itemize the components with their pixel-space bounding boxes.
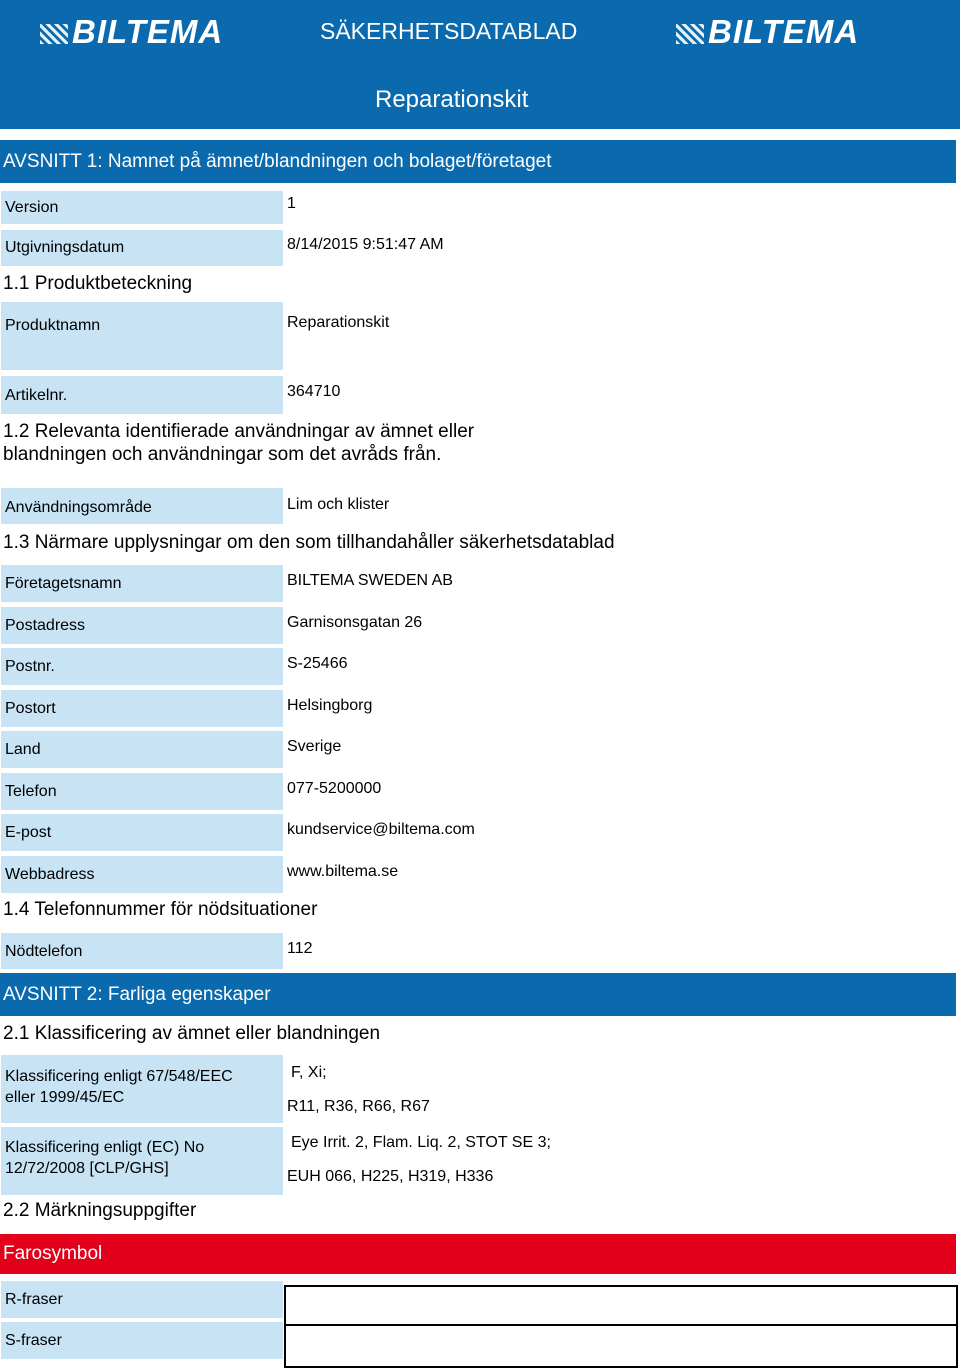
emergency-label: Nödtelefon [1, 933, 283, 969]
subheading-2-1: 2.1 Klassificering av ämnet eller blandningen [3, 1023, 381, 1044]
subheading-1-1: 1.1 Produktbeteckning [3, 273, 193, 294]
s-phrases-label: S-fraser [1, 1322, 283, 1359]
section-1-header: AVSNITT 1: Namnet på ämnet/blandningen och bolaget/företaget [0, 140, 956, 183]
classification-eec-label [1, 1055, 283, 1123]
classification-eec-label-line1: Klassificering enligt 67/548/EEC [5, 1068, 233, 1085]
subheading-1-4: 1.4 Telefonnummer för nödsituationer [3, 899, 318, 920]
classification-eec-value-2: R11, R36, R66, R67 [287, 1098, 430, 1115]
website-value: www.biltema.se [287, 863, 399, 880]
classification-clp-label-line1: Klassificering enligt (EC) No [5, 1139, 205, 1156]
email-value: kundservice@biltema.com [287, 821, 475, 838]
article-value: 364710 [287, 383, 341, 400]
version-label: Version [1, 191, 283, 224]
s-phrases-box [284, 1324, 958, 1368]
postal-code-value: S-25466 [287, 655, 348, 672]
usage-value: Lim och klister [287, 496, 390, 513]
hazard-symbol-header: Farosymbol [0, 1234, 956, 1274]
classification-clp-label-line2: 12/72/2008 [CLP/GHS] [5, 1160, 169, 1177]
logo-left: BILTEMA [40, 14, 223, 50]
version-value: 1 [287, 195, 296, 212]
subheading-1-2 [3, 420, 474, 466]
classification-eec-label-line2: eller 1999/45/EC [5, 1089, 125, 1106]
section-2-header: AVSNITT 2: Farliga egenskaper [0, 973, 956, 1016]
date-label: Utgivningsdatum [1, 230, 283, 266]
document-title: SÄKERHETSDATABLAD [320, 18, 578, 44]
classification-clp-label [1, 1127, 283, 1195]
product-title: Reparationskit [375, 86, 529, 113]
website-label: Webbadress [1, 856, 283, 893]
product-name-value: Reparationskit [287, 314, 390, 331]
company-name-value: BILTEMA SWEDEN AB [287, 572, 453, 589]
classification-clp-value-1: Eye Irrit. 2, Flam. Liq. 2, STOT SE 3; [291, 1134, 551, 1151]
logo-right: BILTEMA [676, 14, 859, 50]
subheading-2-2: 2.2 Märkningsuppgifter [3, 1200, 197, 1221]
r-phrases-box [284, 1285, 958, 1326]
subheading-1-2-line1: 1.2 Relevanta identifierade användningar av ämnet eller [3, 421, 475, 442]
date-value: 8/14/2015 9:51:47 AM [287, 236, 444, 253]
email-label: E-post [1, 814, 283, 851]
phone-value: 077-5200000 [287, 780, 382, 797]
classification-clp-value-2: EUH 066, H225, H319, H336 [287, 1168, 494, 1185]
subheading-1-2-line2: blandningen och användningar som det avråds från. [3, 444, 442, 465]
city-label: Postort [1, 690, 283, 727]
country-value: Sverige [287, 738, 342, 755]
r-phrases-label: R-fraser [1, 1281, 283, 1318]
city-value: Helsingborg [287, 697, 373, 714]
classification-eec-value-1: F, Xi; [291, 1064, 327, 1081]
article-label: Artikelnr. [1, 376, 283, 414]
checker-icon [40, 24, 68, 44]
emergency-value: 112 [287, 940, 313, 957]
postal-code-label: Postnr. [1, 648, 283, 685]
usage-label: Användningsområde [1, 488, 283, 524]
subheading-1-3: 1.3 Närmare upplysningar om den som tillhandahåller säkerhetsdatablad [3, 532, 615, 553]
product-name-label: Produktnamn [1, 302, 283, 370]
postal-address-value: Garnisonsgatan 26 [287, 614, 423, 631]
postal-address-label: Postadress [1, 607, 283, 644]
country-label: Land [1, 731, 283, 768]
phone-label: Telefon [1, 773, 283, 810]
checker-icon [676, 24, 704, 44]
company-name-label: Företagetsnamn [1, 565, 283, 602]
